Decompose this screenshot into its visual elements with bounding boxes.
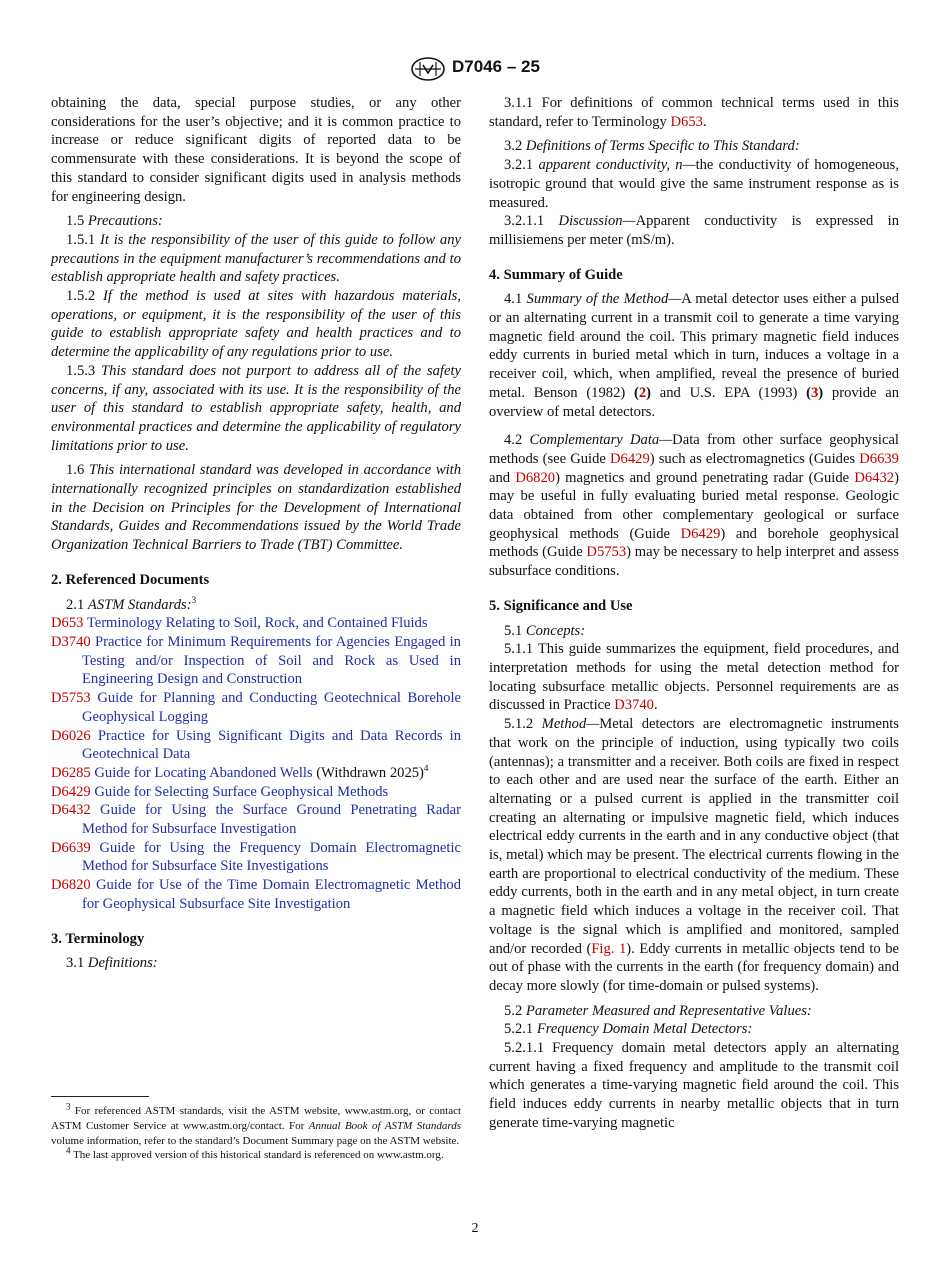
citation-2[interactable]: 2 bbox=[638, 384, 647, 401]
link-d5753[interactable]: D5753 bbox=[586, 544, 627, 561]
link-d6639[interactable]: D6639 bbox=[859, 450, 899, 467]
page-number: 2 bbox=[471, 1221, 479, 1236]
section-5-2-1-1: 5.2.1.1 Frequency domain metal detectors apply an alternating current having a fixed frequency and amplitude to the transmit coil which generates a time-varying magnetic field around the coil. This field induces eddy currents in nearby metallic objects that in turn generate time-varying magnetic bbox=[489, 1040, 899, 1131]
link-d6429-2[interactable]: D6429 bbox=[680, 525, 721, 542]
section-2-heading: 2. Referenced Documents bbox=[51, 571, 210, 588]
reference-d3740[interactable]: D3740 Practice for Minimum Requirements for Agencies Engaged in Testing and/or Inspection of Soil and Rock as Used in Engineering Design and Construction bbox=[51, 633, 461, 688]
footnote-3: $^3$ For referenced ASTM standards, visit the ASTM website, www.astm.org, or contact ASTM Customer Service at www.astm.org/contact. For Annual Book of ASTM Standards volume information, refer to the standard’s Document Summary page on the ASTM website. bbox=[51, 1101, 462, 1147]
left-column bbox=[51, 94, 461, 973]
section-5-heading: 5. Significance and Use bbox=[489, 597, 633, 614]
section-3-1: 3.1 Definitions: bbox=[66, 955, 158, 972]
right-column bbox=[489, 94, 899, 1133]
section-4-1: 4.1 Summary of the Method—A metal detector uses either a pulsed or an alternating current in a transmit coil to generate a time varying magnetic field around the coil. This primary magnetic field induces eddy currents in buried metal which in turn, induces a voltage in a receiver coil, which, when amplified, reveal the presence of buried metal. Benson (1982) (2) and U.S. EPA (1993) (3) provide an overview of metal detectors. bbox=[489, 291, 899, 420]
page-header bbox=[0, 56, 950, 86]
section-4-2: 4.2 Complementary Data—Data from other surface geophysical methods (see Guide D6429) such as electromagnetics (Guides D6639 and D6820) magnetics and ground penetrating radar (Guide D6432) may be useful in fully evaluating buried metal response. Geologic data obtained from other complementary geological or surface geophysical methods (Guide D6429) and borehole geophysical methods (Guide D5753) may be necessary to help interpret and assess subsurface conditions. bbox=[489, 432, 900, 580]
paragraph-continuation: obtaining the data, special purpose studies, or any other considerations for the user’s objective; and it is common practice to increase or reduce significant digits of reported data to be commensurate with these considerations. It is beyond the scope of this standard to consider significant digits used in analysis methods for engineering design. bbox=[51, 95, 461, 205]
link-d6432[interactable]: D6432 bbox=[854, 469, 895, 486]
section-3-2-1-1: 3.2.1.1 Discussion—Apparent conductivity is expressed in millisiemens per meter (mS/m). bbox=[489, 213, 899, 248]
section-5-2: 5.2 Parameter Measured and Representative Values: bbox=[504, 1002, 812, 1019]
section-3-2-1: 3.2.1 apparent conductivity, n—the conductivity of homogeneous, isotropic ground that would give the same instrument response as is measured. bbox=[489, 157, 899, 211]
section-5-1-1: 5.1.1 This guide summarizes the equipment, field procedures, and interpretation methods for using the metal detection method for locating subsurface metallic objects. Personnel requirements are as discussed in Practice D3740. bbox=[489, 641, 899, 714]
standard-designation: D7046 – 25 bbox=[452, 57, 540, 76]
reference-d5753[interactable]: D5753 Guide for Planning and Conducting Geotechnical Borehole Geophysical Logging bbox=[51, 690, 461, 725]
section-1-5-2: 1.5.2 If the method is used at sites with hazardous materials, operations, or equipment, it is the responsibility of the user of this guide to establish appropriate safety and health practices and to determine the applicability of any regulations prior to use. bbox=[51, 288, 461, 361]
reference-d6285[interactable]: D6285 Guide for Locating Abandoned Wells (Withdrawn 2025)$^4$ bbox=[51, 763, 429, 781]
section-1-5-3: 1.5.3 This standard does not purport to address all of the safety concerns, if any, associated with its use. It is the responsibility of the user of this standard to establish appropriate safety, health, and environmental practices and determine the applicability of regulatory limitations prior to use. bbox=[51, 362, 461, 454]
footnote-4: $^4$ The last approved version of this historical standard is referenced on www.astm.org. bbox=[66, 1145, 444, 1162]
link-d653[interactable]: D653 bbox=[670, 113, 703, 130]
section-3-heading: 3. Terminology bbox=[51, 930, 145, 947]
link-fig-1[interactable]: Fig. 1 bbox=[591, 940, 627, 957]
reference-d6429[interactable]: D6429 Guide for Selecting Surface Geophysical Methods bbox=[51, 783, 389, 800]
section-1-6: 1.6 This international standard was developed in accordance with internationally recognized principles on standardization established in the Decision on Principles for the Development of International Standards, Guides and Recommendations issued by the World Trade Organization Technical Barriers to Trade (TBT) Committee. bbox=[51, 462, 462, 554]
reference-d6820[interactable]: D6820 Guide for Use of the Time Domain Electromagnetic Method for Geophysical Subsurface Site Investigation bbox=[51, 877, 462, 912]
section-5-1: 5.1 Concepts: bbox=[504, 622, 586, 639]
link-d3740[interactable]: D3740 bbox=[614, 697, 654, 714]
section-1-5: 1.5 Precautions: bbox=[66, 213, 163, 230]
footnotes bbox=[51, 1101, 462, 1163]
reference-d653[interactable]: D653 Terminology Relating to Soil, Rock, and Contained Fluids bbox=[51, 615, 428, 632]
section-3-1-1: 3.1.1 For definitions of common technical terms used in this standard, refer to Terminology D653. bbox=[489, 95, 899, 130]
section-2-1: 2.1 ASTM Standards:$^3$ bbox=[66, 594, 197, 613]
link-d6820[interactable]: D6820 bbox=[515, 469, 556, 486]
astm-logo-icon bbox=[410, 56, 446, 82]
section-1-5-1: 1.5.1 It is the responsibility of the user of this guide to follow any precautions in the equipment manufacturer’s recommendations and to establish appropriate health and safety practices. bbox=[51, 231, 461, 286]
reference-d6026[interactable]: D6026 Practice for Using Significant Digits and Data Records in Geotechnical Data bbox=[51, 727, 462, 763]
link-d6429[interactable]: D6429 bbox=[610, 450, 650, 467]
reference-d6639[interactable]: D6639 Guide for Using the Frequency Domain Electromagnetic Method for Subsurface Site Investigations bbox=[51, 839, 461, 875]
section-5-2-1: 5.2.1 Frequency Domain Metal Detectors: bbox=[504, 1021, 753, 1038]
reference-d6432[interactable]: D6432 Guide for Using the Surface Ground Penetrating Radar Method for Subsurface Investigation bbox=[51, 802, 461, 838]
citation-3[interactable]: 3 bbox=[810, 384, 819, 401]
section-3-2: 3.2 Definitions of Terms Specific to This Standard: bbox=[504, 138, 800, 155]
section-5-1-2: 5.1.2 Method—Metal detectors are electromagnetic instruments that work on the principle of induction, using typically two coils (antennas); a transmitter and a receiver. Both coils are fixed in respect to each other and are used near the surface of the earth. Either an alternating or a pulsed current is applied in the transmitter coil creating an alternating or impulsive magnetic field, which induces electrical eddy currents in the earth and in any conductive object (that is, metal) which may be present. The electrical currents flowing in the earth are proportional to electrical conductivity of the medium. These eddy currents, both in the earth and in any metal object, in turn create a magnetic field which induces a voltage in the receiver coil. That voltage is the signal which is amplified and monitored, sampled and/or recorded (Fig. 1). Eddy currents in metallic objects tend to be out of phase with the currents in the earth (for frequency domain) and decay more slowly (for time-domain or pulsed systems). bbox=[489, 716, 900, 994]
section-4-heading: 4. Summary of Guide bbox=[489, 266, 623, 283]
footnote-divider bbox=[51, 1096, 149, 1097]
